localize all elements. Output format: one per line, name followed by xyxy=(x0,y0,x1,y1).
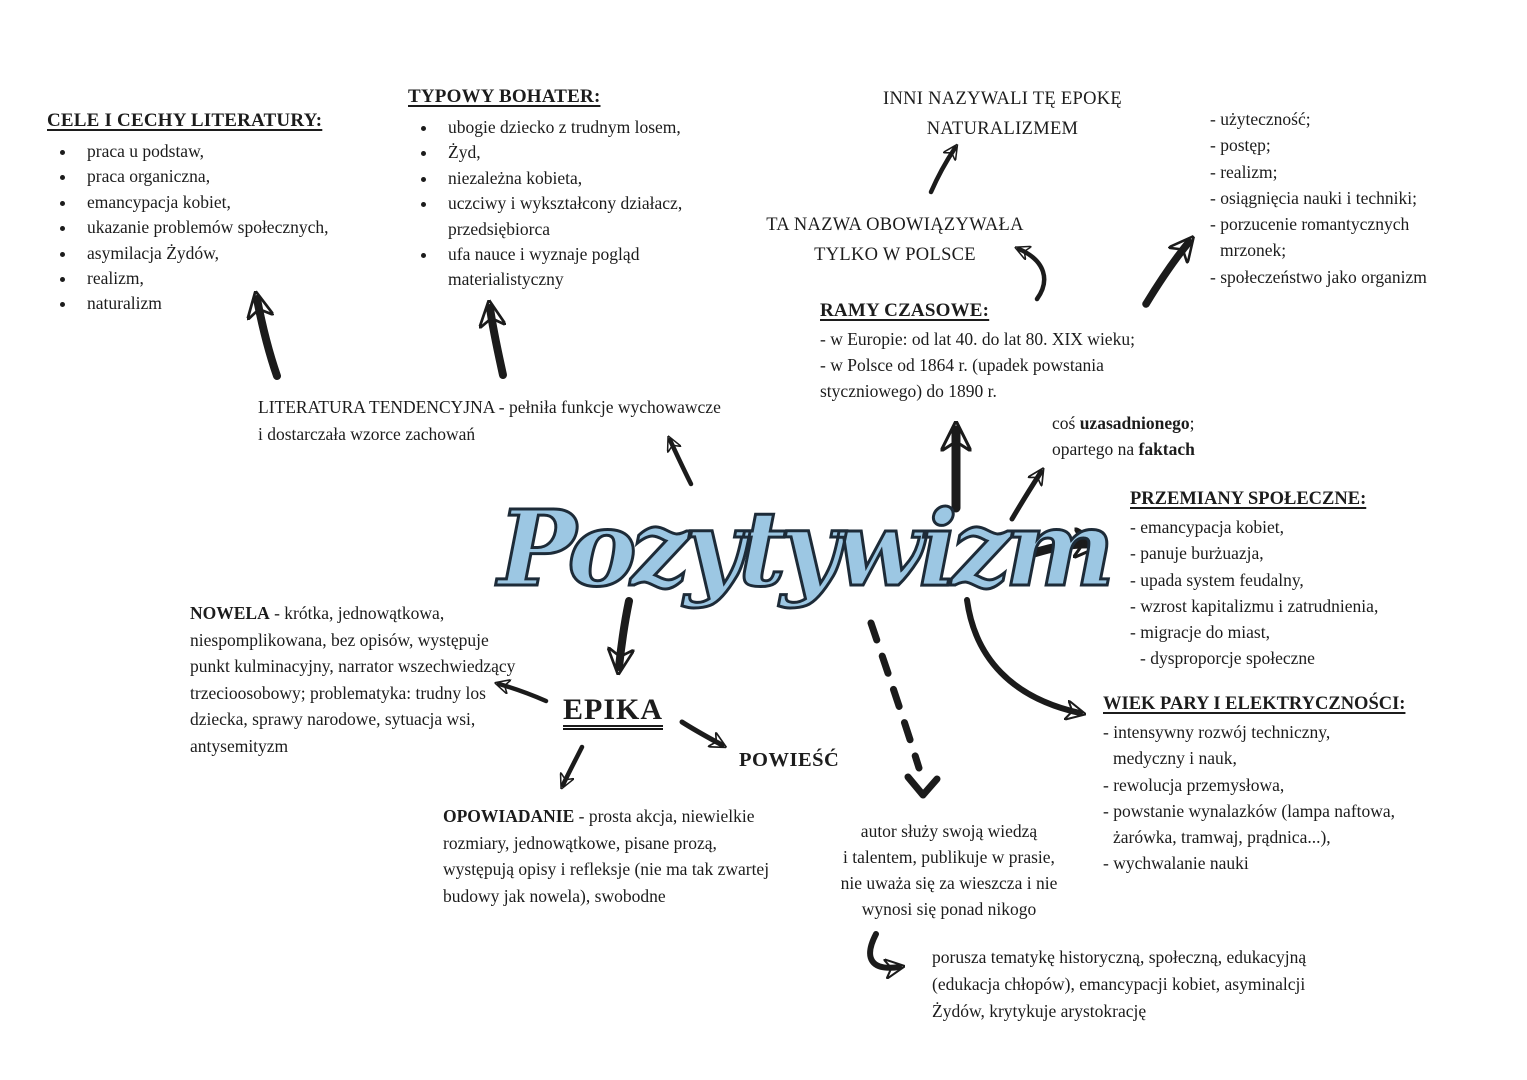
arrow-ramy-to-zalozenia xyxy=(1146,242,1189,304)
list-item: - porzucenie romantycznych xyxy=(1210,214,1410,235)
cos-bold1: uzasadnionego xyxy=(1079,413,1190,433)
epika-node xyxy=(563,693,663,727)
ramy-line3: styczniowego) do 1890 r. xyxy=(820,381,997,401)
list-item: • naturalizm xyxy=(77,291,417,316)
nowela-rest: - krótka, jednowątkowa, niespomplikowana, bez opisów, występuje punkt kulminacyjny, narrator wszechwiedzący trzecioosobowy; problematyka: trudny los dziecka, sprawy narodowe, sytuacja wsi, antysemityzm xyxy=(190,603,516,756)
powiesc-node xyxy=(739,749,839,772)
list-item: mrzonek; xyxy=(1220,240,1287,261)
przemiany-list xyxy=(1130,514,1500,672)
cos-bold2: faktach xyxy=(1138,439,1195,459)
opowiadanie-note xyxy=(443,803,773,909)
autor-line4: wynosi się ponad nikogo xyxy=(861,899,1037,919)
wiek-pary-section xyxy=(1103,694,1503,877)
title-word: Pozytywizm xyxy=(498,487,1109,610)
cos-pre1: coś xyxy=(1052,413,1080,433)
list-item: - powstanie wynalazków (lampa naftowa, xyxy=(1103,800,1396,821)
list-item: • emancypacja kobiet, xyxy=(77,190,417,215)
ramy-heading: RAMY CZASOWE: xyxy=(820,300,990,321)
cos-line1 xyxy=(1052,410,1195,436)
cele-list xyxy=(47,139,417,317)
porusza-note xyxy=(932,944,1452,1025)
cele-heading: CELE I CECHY LITERATURY: xyxy=(47,110,323,131)
arrow-literatura-to-bohater xyxy=(490,308,503,375)
ramy-lines xyxy=(820,326,1240,404)
arrow-tanazwa-to-inni xyxy=(931,148,955,192)
opowiadanie-rest: - prosta akcja, niewielkie rozmiary, jednowątkowe, pisane prozą, występują opisy i refleksje (nie ma tak zwartej budowy jak nowela), swobodne xyxy=(443,806,770,906)
list-item: • ubogie dziecko z trudnym losem, xyxy=(438,115,753,140)
list-item: • realizm, xyxy=(77,266,417,291)
literatura-note xyxy=(258,394,723,448)
ramy-line1: - w Europie: od lat 40. do lat 80. XIX wieku; xyxy=(820,329,1135,349)
list-item: - osiągnięcia nauki i techniki; xyxy=(1210,187,1418,208)
ta-nazwa-note xyxy=(740,210,1050,270)
zalozenia-list xyxy=(1210,106,1520,290)
list-item: medyczny i nauk, xyxy=(1113,748,1237,769)
list-item: - migracje do miast, xyxy=(1130,622,1270,643)
list-item: - panuje burżuazja, xyxy=(1130,543,1264,564)
przemiany-section xyxy=(1130,489,1500,672)
opowiadanie-bold: OPOWIADANIE xyxy=(443,806,575,826)
wiek-pary-heading: WIEK PARY I ELEKTRYCZNOŚCI: xyxy=(1103,694,1406,714)
autor-line2: i talentem, publikuje w prasie, xyxy=(843,847,1055,867)
arrow-epika-to-powiesc xyxy=(682,722,722,745)
list-item: - dysproporcje społeczne xyxy=(1140,648,1315,669)
arrow-epika-to-opowiadanie xyxy=(563,747,582,785)
list-item: - postęp; xyxy=(1210,135,1271,156)
literatura-bold: LITERATURA TENDENCYJNA xyxy=(258,397,495,417)
list-item: - rewolucja przemysłowa, xyxy=(1103,774,1285,795)
list-item: • ufa nauce i wyznaje pogląd materialistyczny xyxy=(438,242,753,293)
ta-nazwa-line1: TA NAZWA OBOWIĄZYWAŁA xyxy=(766,215,1024,235)
arrow-title-to-autor-head xyxy=(908,777,937,795)
list-item: • uczciwy i wykształcony działacz, przedsiębiorca xyxy=(438,191,753,242)
porusza-line3: Żydów, krytykuje arystokrację xyxy=(932,1001,1147,1021)
list-item: - realizm; xyxy=(1210,161,1278,182)
cele-section xyxy=(47,110,417,317)
przemiany-heading: PRZEMIANY SPOŁECZNE: xyxy=(1130,489,1367,509)
list-item: • Żyd, xyxy=(438,140,753,165)
list-item: • asymilacja Żydów, xyxy=(77,241,417,266)
list-item: żarówka, tramwaj, prądnica...), xyxy=(1113,827,1331,848)
inni-line2: NATURALIZMEM xyxy=(926,119,1079,139)
list-item: • niezależna kobieta, xyxy=(438,166,753,191)
ramy-line2: - w Polsce od 1864 r. (upadek powstania xyxy=(820,355,1104,375)
list-item: - społeczeństwo jako organizm xyxy=(1210,266,1427,287)
arrow-title-to-autor-dashed xyxy=(871,623,919,768)
list-item: • ukazanie problemów społecznych, xyxy=(77,215,417,240)
bohater-section xyxy=(408,86,753,293)
central-title xyxy=(498,474,1109,624)
bohater-heading: TYPOWY BOHATER: xyxy=(408,86,601,107)
porusza-line1: porusza tematykę historyczną, społeczną, edukacyjną xyxy=(932,947,1307,967)
literatura-rest: - pełniła funkcje wychowawcze i dostarczała wzorce zachowań xyxy=(258,397,721,444)
list-item: - emancypacja kobiet, xyxy=(1130,517,1285,537)
cos-post1: ; xyxy=(1189,413,1195,433)
ramy-section xyxy=(820,300,1240,404)
list-item: • praca u podstaw, xyxy=(77,139,417,164)
list-item: - intensywny rozwój techniczny, xyxy=(1103,722,1331,742)
inni-line1: INNI NAZYWALI TĘ EPOKĘ xyxy=(882,89,1122,109)
autor-line3: nie uważa się za wieszcza i nie xyxy=(840,873,1058,893)
list-item: • praca organiczna, xyxy=(77,164,417,189)
wiek-pary-list xyxy=(1103,719,1503,877)
porusza-line2: (edukacja chłopów), emancypacji kobiet, asyminalcji xyxy=(932,974,1306,994)
autor-note xyxy=(805,818,1093,922)
cos-pre2: opartego na xyxy=(1052,439,1139,459)
powiesc-label: POWIEŚĆ xyxy=(739,749,840,771)
list-item: - upada system feudalny, xyxy=(1130,569,1304,590)
epika-label: EPIKA xyxy=(563,693,663,730)
nowela-note xyxy=(190,600,528,759)
cos-note xyxy=(1052,410,1195,462)
list-item: - wzrost kapitalizmu i zatrudnienia, xyxy=(1130,595,1379,616)
list-item: - użyteczność; xyxy=(1210,109,1311,129)
ta-nazwa-line2: TYLKO W POLSCE xyxy=(814,245,976,265)
bohater-list xyxy=(408,115,753,293)
nowela-bold: NOWELA xyxy=(190,603,270,623)
cos-line2 xyxy=(1052,436,1195,462)
arrow-autor-to-porusza xyxy=(870,934,899,968)
autor-line1: autor służy swoją wiedzą xyxy=(860,821,1038,841)
inni-note xyxy=(845,84,1160,144)
literatura-text xyxy=(258,397,721,444)
list-item: - wychwalanie nauki xyxy=(1103,853,1249,874)
